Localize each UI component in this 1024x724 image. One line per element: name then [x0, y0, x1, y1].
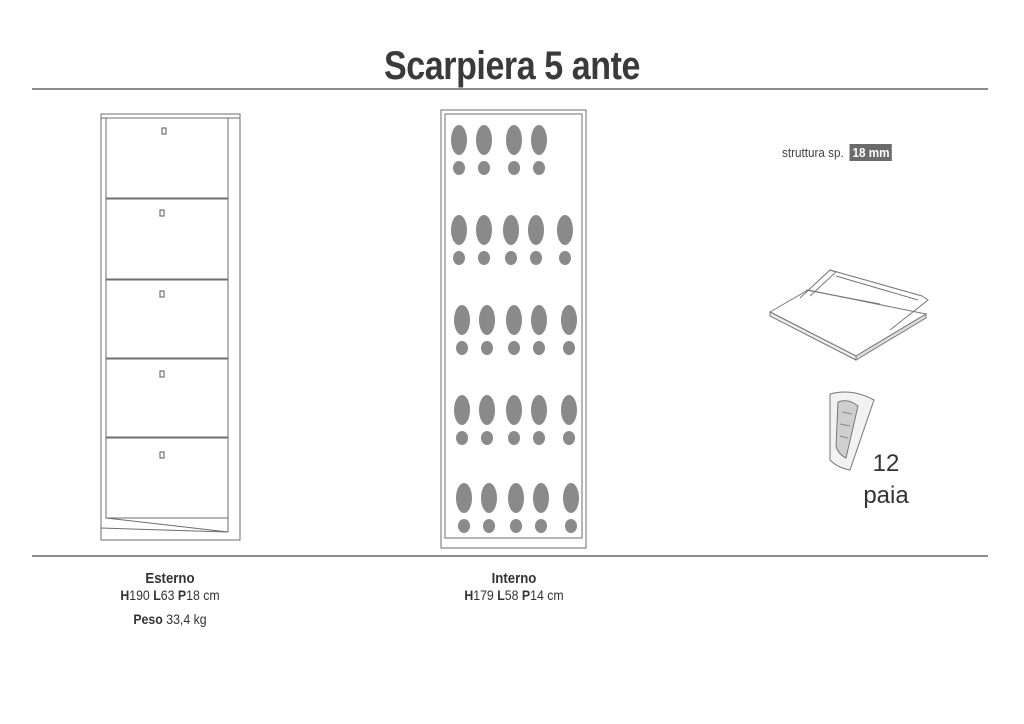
- footprint-icon: [476, 215, 492, 265]
- external-heading: Esterno: [145, 570, 195, 587]
- door-handles: [160, 128, 166, 458]
- external-weight: [108, 611, 231, 627]
- page-title: Scarpiera 5 ante: [384, 44, 640, 88]
- footprint-icon: [531, 125, 547, 175]
- dim-key: P: [177, 587, 187, 603]
- footprint-icon: [563, 483, 579, 533]
- footprint-icon: [476, 125, 492, 175]
- footprint-icon: [454, 305, 470, 355]
- footprint-icon: [528, 215, 544, 265]
- weight-label: Peso: [133, 611, 163, 627]
- footprint-icon: [506, 305, 522, 355]
- shelf-illustration: [770, 270, 928, 360]
- footprint-icon: [481, 483, 497, 533]
- dim-unit: cm: [203, 587, 220, 603]
- dim-value: 63: [160, 587, 175, 603]
- footprint-icon: [506, 395, 522, 445]
- footprint-icon: [561, 305, 577, 355]
- dim-key: P: [521, 587, 531, 603]
- external-dimensions: [108, 587, 231, 603]
- capacity-unit: paia: [863, 482, 909, 509]
- internal-specs: [452, 570, 575, 603]
- dim-key: L: [497, 587, 505, 603]
- footprint-icon: [533, 483, 549, 533]
- internal-dimensions: [452, 587, 575, 603]
- cabinet-exterior: [101, 114, 240, 540]
- footprint-icon: [531, 395, 547, 445]
- cabinet-doors: [106, 118, 228, 518]
- footprint-icon: [561, 395, 577, 445]
- footprint-icon: [506, 125, 522, 175]
- dim-value: 190: [129, 587, 150, 603]
- dim-unit: cm: [547, 587, 564, 603]
- structure-label: struttura sp.: [782, 145, 844, 160]
- dim-key: L: [153, 587, 161, 603]
- weight-value: 33,4 kg: [166, 611, 207, 627]
- capacity-number: 12: [872, 450, 900, 477]
- dim-value: 58: [504, 587, 519, 603]
- dim-key: H: [120, 587, 130, 603]
- structure-thickness: [782, 144, 892, 161]
- dim-value: 18: [186, 587, 200, 603]
- dim-key: H: [464, 587, 474, 603]
- shoe-footprints: [451, 125, 579, 533]
- thickness-badge: 18 mm: [850, 144, 892, 161]
- footprint-icon: [531, 305, 547, 355]
- footprint-icon: [454, 395, 470, 445]
- footprint-icon: [456, 483, 472, 533]
- dim-value: 14: [530, 587, 544, 603]
- footprint-icon: [451, 125, 467, 175]
- footprint-icon: [557, 215, 573, 265]
- footprint-icon: [479, 305, 495, 355]
- footprint-icon: [508, 483, 524, 533]
- footprint-icon: [479, 395, 495, 445]
- dim-value: 179: [473, 587, 494, 603]
- footprint-icon: [503, 215, 519, 265]
- external-specs: [108, 570, 231, 627]
- internal-heading: Interno: [491, 570, 537, 587]
- footprint-icon: [451, 215, 467, 265]
